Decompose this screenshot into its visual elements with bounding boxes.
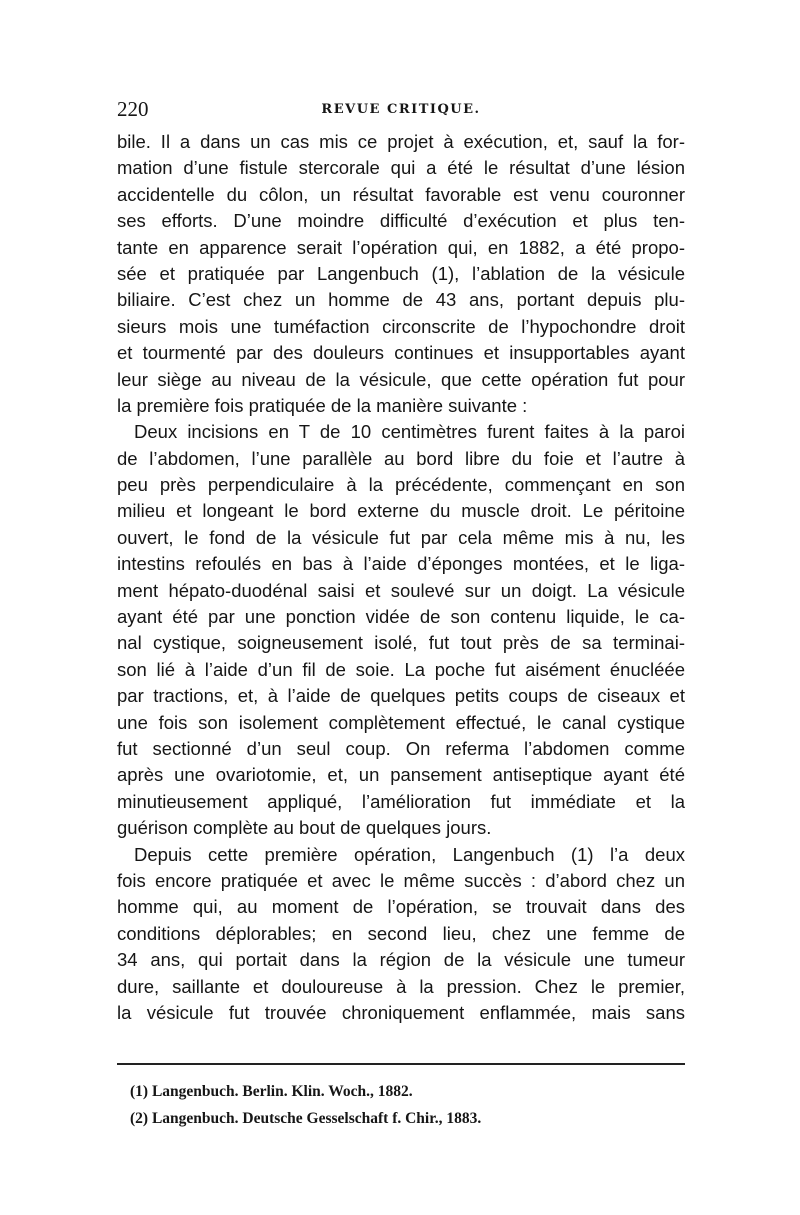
text-line: guérison complète au bout de quelques jours.: [117, 817, 492, 839]
text-line: mation d’une fistule stercorale qui a été le résultat d’une lésion: [117, 157, 685, 179]
text-line: leur siège au niveau de la vésicule, que cette opération fut pour: [117, 368, 685, 390]
text-line: intestins refoulés en bas à l’aide d’éponges montées, et le liga-: [117, 553, 685, 575]
text-line: conditions déplorables; en second lieu, chez une femme de: [117, 922, 685, 944]
running-title: REVUE CRITIQUE.: [321, 102, 481, 117]
text-line: une fois son isolement complètement effectué, le canal cystique: [117, 711, 685, 733]
footnote: (2) Langenbuch. Deutsche Gesselschaft f. Chir., 1883.: [130, 1110, 482, 1127]
text-line: dure, saillante et douloureuse à la pression. Chez le premier,: [117, 975, 685, 997]
text-line: après une ovariotomie, et, un pansement antiseptique ayant été: [117, 764, 685, 786]
text-line: fois encore pratiquée et avec le même succès : d’abord chez un: [117, 869, 685, 891]
page-header: [117, 94, 685, 124]
footnotes: [130, 1078, 685, 1132]
paragraph-start: Depuis cette première opération, Langenbuch (1) l’a deux: [134, 843, 685, 865]
text-line: biliaire. C’est chez un homme de 43 ans, portant depuis plu-: [117, 289, 685, 311]
text-line: la vésicule fut trouvée chroniquement enflammée, mais sans: [117, 1001, 685, 1023]
footnote-divider: [117, 1063, 685, 1065]
text-line: peu près perpendiculaire à la précédente, commençant en son: [117, 474, 685, 496]
text-line: la première fois pratiquée de la manière suivante :: [117, 394, 528, 416]
footnote: (1) Langenbuch. Berlin. Klin. Woch., 1882.: [130, 1083, 413, 1100]
page-number: 220: [117, 97, 149, 121]
text-line: homme qui, au moment de l’opération, se trouvait dans des: [117, 896, 685, 918]
text-line: tante en apparence serait l’opération qui, en 1882, a été propo-: [117, 236, 685, 258]
text-line: son lié à l’aide d’un fil de soie. La poche fut aisément énucléée: [117, 658, 685, 680]
text-line: minutieusement appliqué, l’amélioration fut immédiate et la: [117, 790, 685, 812]
text-line: ment hépato-duodénal saisi et soulevé sur un doigt. La vésicule: [117, 579, 685, 601]
text-line: fut sectionné d’un seul coup. On referma l’abdomen comme: [117, 737, 685, 759]
text-line: nal cystique, soigneusement isolé, fut tout près de sa terminai-: [117, 632, 685, 654]
text-line: ouvert, le fond de la vésicule fut par cela même mis à nu, les: [117, 526, 685, 548]
text-line: accidentelle du côlon, un résultat favorable est venu couronner: [117, 183, 685, 205]
paragraph-start: Deux incisions en T de 10 centimètres furent faites à la paroi: [134, 421, 685, 443]
text-line: sieurs mois une tuméfaction circonscrite de l’hypochondre droit: [117, 315, 685, 337]
text-line: et tourmenté par des douleurs continues et insupportables ayant: [117, 342, 685, 364]
text-line: par tractions, et, à l’aide de quelques petits coups de ciseaux et: [117, 685, 685, 707]
text-line: ayant été par une ponction vidée de son contenu liquide, le ca-: [117, 606, 685, 628]
body-text: [117, 129, 685, 1026]
text-line: ses efforts. D’une moindre difficulté d’exécution et plus ten-: [117, 210, 685, 232]
text-line: milieu et longeant le bord externe du muscle droit. Le péritoine: [117, 500, 685, 522]
text-line: sée et pratiquée par Langenbuch (1), l’ablation de la vésicule: [117, 262, 685, 284]
text-line: 34 ans, qui portait dans la région de la vésicule une tumeur: [117, 949, 685, 971]
text-line: bile. Il a dans un cas mis ce projet à exécution, et, sauf la for-: [117, 131, 685, 152]
text-line: de l’abdomen, l’une parallèle au bord libre du foie et l’autre à: [117, 447, 685, 469]
